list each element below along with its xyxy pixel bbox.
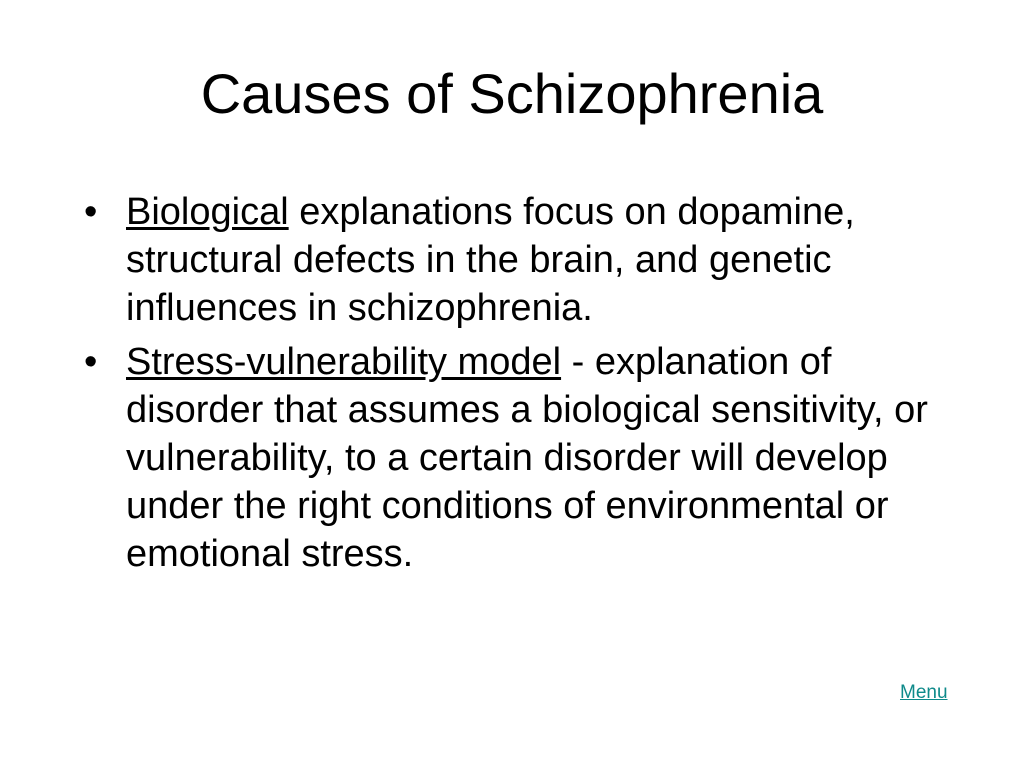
bullet-text: - explanation of disorder that assumes a biological sensitivity, or vulnerability, to a certain disorder will develop under the right conditions of environmental or emotional stress. [126,341,928,575]
slide-title: Causes of Schizophrenia [200,62,824,125]
bullet-term: Biological [126,191,289,233]
bullet-dot-icon: • [84,341,98,383]
bullet-text: explanations focus on dopamine, structural defects in the brain, and genetic influences in schizophrenia. [126,191,855,329]
bullet-item-biological [84,188,944,332]
bullet-term: Stress-vulnerability model [126,341,562,383]
bullet-item-stress-vulnerability [84,338,944,578]
menu-link[interactable]: Menu [900,682,948,703]
bullet-list [84,188,944,584]
bullet-dot-icon: • [84,191,98,233]
